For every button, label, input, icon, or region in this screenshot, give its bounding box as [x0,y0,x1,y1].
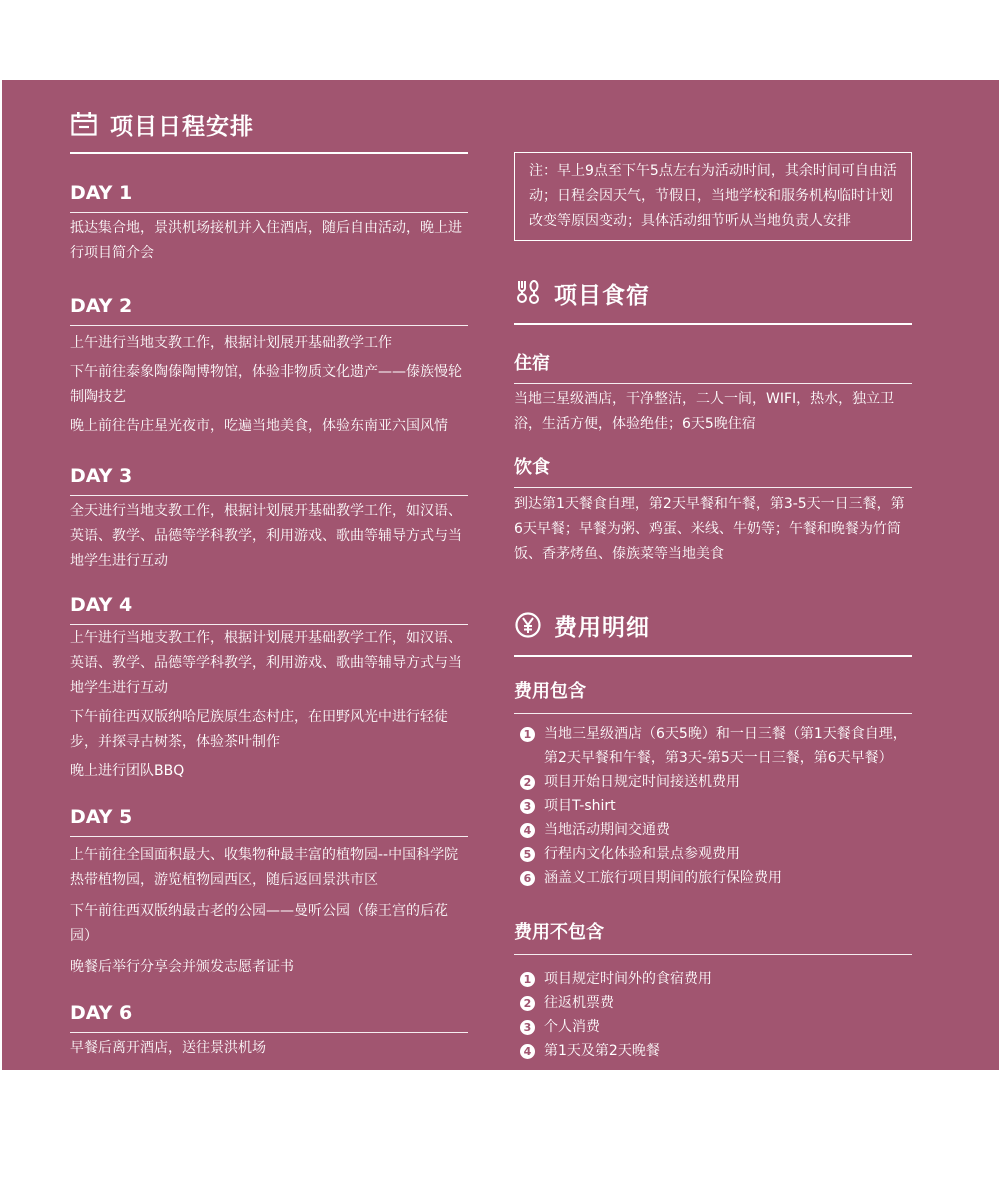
food-lodging-rule [514,323,912,325]
number-badge: 6 [520,871,535,886]
list-item-text: 当地活动期间交通费 [544,822,670,838]
day-item: 上午前往全国面积最大、收集物种最丰富的植物园--中国科学院热带植物园，游览植物园西区，随后返回景洪市区 [70,847,459,888]
day-4 [70,592,468,784]
fees-title: 费用明细 [554,614,650,641]
number-badge: 2 [520,996,535,1011]
lodging-title: 住宿 [514,353,550,374]
food-title: 饮食 [514,457,550,478]
day-item: 下午前往泰象陶傣陶博物馆，体验非物质文化遗产——傣族慢轮制陶技艺 [70,364,462,405]
divider [70,212,468,213]
list-item [514,722,912,770]
day-item: 上午进行当地支教工作，根据计划展开基础教学工作，如汉语、英语、教学、品德等学科教学，利用游戏、歌曲等辅导方式与当地学生进行互动 [70,630,462,696]
divider [514,713,912,714]
divider [70,325,468,326]
day-item: 上午进行当地支教工作，根据计划展开基础教学工作 [70,335,392,351]
day-label: DAY 3 [70,465,133,487]
divider [70,1032,468,1033]
number-badge: 2 [520,775,535,790]
day-item: 下午前往西双版纳最古老的公园——曼听公园（傣王宫的后花园） [70,903,448,944]
list-item-text: 第1天及第2天晚餐 [544,1043,660,1059]
day-3 [70,463,468,574]
number-badge: 3 [520,799,535,814]
calendar-icon [70,110,98,138]
schedule-title: 项目日程安排 [110,113,254,140]
number-badge: 1 [520,727,535,742]
info-column [514,80,912,1063]
day-item: 晚上前往告庄星光夜市，吃遍当地美食，体验东南亚六国风情 [70,418,448,434]
list-item [514,1039,912,1063]
food-text: 到达第1天餐食自理，第2天早餐和午餐，第3-5天一日三餐，第6天早餐；早餐为粥、鸡蛋、米线、牛奶等；午餐和晚餐为竹筒饭、香茅烤鱼、傣族菜等当地美食 [514,496,905,562]
schedule-column [70,80,468,1061]
day-item: 全天进行当地支教工作，根据计划展开基础教学工作，如汉语、英语、教学、品德等学科教学，利用游戏、歌曲等辅导方式与当地学生进行互动 [70,503,462,569]
day-item: 下午前往西双版纳哈尼族原生态村庄，在田野风光中进行轻徒步，并探寻古树茶，体验茶叶制作 [70,709,448,750]
list-item [514,842,912,866]
food-lodging-title: 项目食宿 [554,282,650,309]
food-lodging-heading [514,273,912,313]
fees-heading [514,605,912,645]
list-item-text: 涵盖义工旅行项目期间的旅行保险费用 [544,870,782,886]
number-badge: 4 [520,823,535,838]
list-item-text: 项目开始日规定时间接送机费用 [544,774,740,790]
day-item: 晚上进行团队BBQ [70,763,185,779]
number-badge: 3 [520,1020,535,1035]
list-item-text: 项目T-shirt [544,798,616,814]
lodging-text: 当地三星级酒店，干净整洁，二人一间，WIFI，热水，独立卫浴，生活方便，体验绝佳；6天5晚住宿 [514,391,895,432]
number-badge: 4 [520,1044,535,1059]
divider [514,954,912,955]
yen-icon [514,611,542,639]
divider [70,624,468,625]
fees-rule [514,655,912,657]
utensils-icon [514,279,542,307]
day-item: 晚餐后举行分享会并颁发志愿者证书 [70,959,294,975]
schedule-heading [70,104,468,144]
day-item: 早餐后离开酒店，送往景洪机场 [70,1040,266,1056]
list-item-text: 项目规定时间外的食宿费用 [544,971,712,987]
day-2 [70,293,468,439]
day-label: DAY 6 [70,1002,133,1024]
list-item [514,967,912,991]
divider [70,495,468,496]
list-item [514,818,912,842]
list-item [514,770,912,794]
list-item-text: 当地三星级酒店（6天5晚）和一日三餐（第1天餐食自理，第2天早餐和午餐，第3天-第5天一日三餐，第6天早餐） [544,726,907,766]
list-item-text: 往返机票费 [544,995,614,1011]
list-item [514,866,912,890]
list-item [514,794,912,818]
list-item [514,991,912,1015]
divider [514,383,912,384]
day-1 [70,180,468,266]
schedule-rule [70,152,468,154]
list-item-text: 行程内文化体验和景点参观费用 [544,846,740,862]
day-5 [70,804,468,980]
day-label: DAY 4 [70,594,133,616]
included-title: 费用包含 [514,681,586,702]
list-item-text: 个人消费 [544,1019,600,1035]
day-label: DAY 2 [70,295,133,317]
day-label: DAY 5 [70,806,133,828]
divider [514,487,912,488]
excluded-list [514,967,912,1063]
day-6 [70,1000,468,1061]
day-item: 抵达集合地，景洪机场接机并入住酒店，随后自由活动，晚上进行项目简介会 [70,220,462,261]
list-item [514,1015,912,1039]
excluded-title: 费用不包含 [514,922,604,943]
day-label: DAY 1 [70,182,133,204]
number-badge: 5 [520,847,535,862]
schedule-note: 注：早上9点至下午5点左右为活动时间，其余时间可自由活动；日程会因天气，节假日，当地学校和服务机构临时计划改变等原因变动；具体活动细节听从当地负责人安排 [514,152,912,241]
divider [70,836,468,837]
included-list [514,722,912,890]
number-badge: 1 [520,972,535,987]
content-panel [2,80,999,1070]
